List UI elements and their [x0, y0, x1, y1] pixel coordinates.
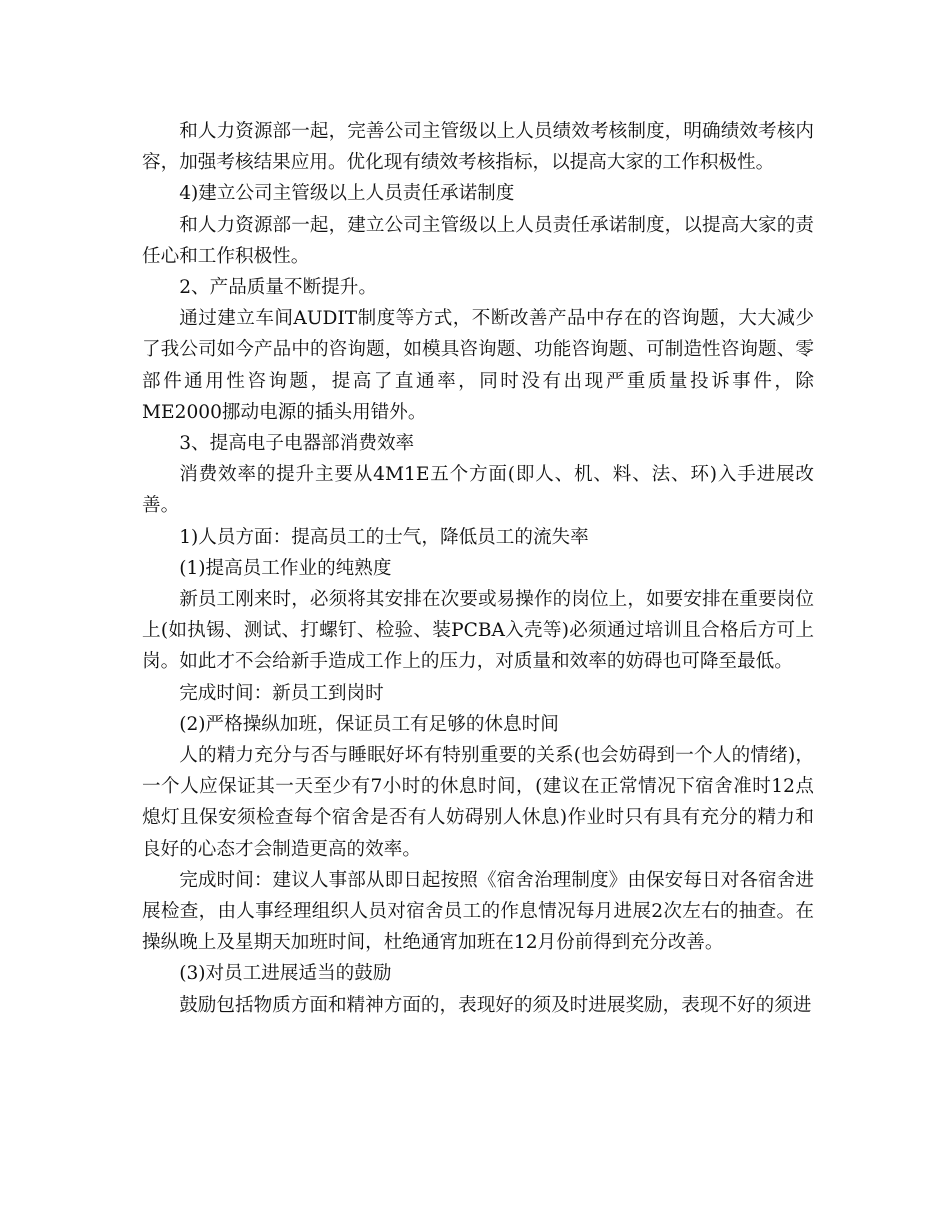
paragraph-product-quality: 通过建立车间AUDIT制度等方式，不断改善产品中存在的咨询题，大大减少了我公司如今产品中的咨询题，如模具咨询题、功能咨询题、可制造性咨询题、零部件通用性咨询题，提高了直通率，同时没有出现严重质量投诉事件，除ME2000挪动电源的插头用错外。: [142, 308, 814, 423]
paragraph-responsibility-commitment: 和人力资源部一起，建立公司主管级以上人员责任承诺制度，以提高大家的责任心和工作积极性。: [142, 214, 814, 267]
heading-personnel: 1)人员方面：提高员工的士气，降低员工的流失率: [179, 526, 589, 548]
paragraph-encouragement: 鼓励包括物质方面和精神方面的，表现好的须及时进展奖励，表现不好的须进: [179, 994, 812, 1016]
heading-encouragement: (3)对员工进展适当的鼓励: [179, 963, 392, 985]
document-body: [142, 116, 814, 1021]
heading-responsibility-commitment: 4)建立公司主管级以上人员责任承诺制度: [179, 183, 515, 205]
heading-proficiency: (1)提高员工作业的纯熟度: [179, 557, 392, 579]
paragraph-completion-time-2: 完成时间：建议人事部从即日起按照《宿舍治理制度》由保安每日对各宿舍进展检查，由人事经理组织人员对宿舍员工的作息情况每月进展2次左右的抽查。在操纵晚上及星期天加班时间，杜绝通宵加班在12月份前得到充分改善。: [142, 869, 814, 954]
heading-overtime-control: (2)严格操纵加班，保证员工有足够的休息时间: [179, 713, 559, 735]
heading-production-efficiency: 3、提高电子电器部消费效率: [179, 433, 415, 455]
paragraph-completion-time-1: 完成时间：新员工到岗时: [179, 682, 384, 704]
paragraph-new-employee: 新员工刚来时，必须将其安排在次要或易操作的岗位上，如要安排在重要岗位上(如执锡、测试、打螺钉、检验、装PCBA入壳等)必须通过培训且合格后方可上岗。如此才不会给新手造成工作上的压力，对质量和效率的妨碍也可降至最低。: [142, 589, 814, 673]
heading-product-quality: 2、产品质量不断提升。: [179, 277, 377, 299]
paragraph-rest-time: 人的精力充分与否与睡眠好坏有特别重要的关系(也会妨碍到一个人的情绪)，一个人应保证其一天至少有7小时的休息时间，(建议在正常情况下宿舍准时12点熄灯且保安须检查每个宿舍是否有人妨碍别人休息)作业时只有具有充分的精力和良好的心态才会制造更高的效率。: [142, 745, 814, 860]
paragraph-performance-appraisal: 和人力资源部一起，完善公司主管级以上人员绩效考核制度，明确绩效考核内容，加强考核结果应用。优化现有绩效考核指标，以提高大家的工作积极性。: [142, 121, 814, 174]
paragraph-4m1e: 消费效率的提升主要从4M1E五个方面(即人、机、料、法、环)入手进展改善。: [142, 464, 814, 517]
